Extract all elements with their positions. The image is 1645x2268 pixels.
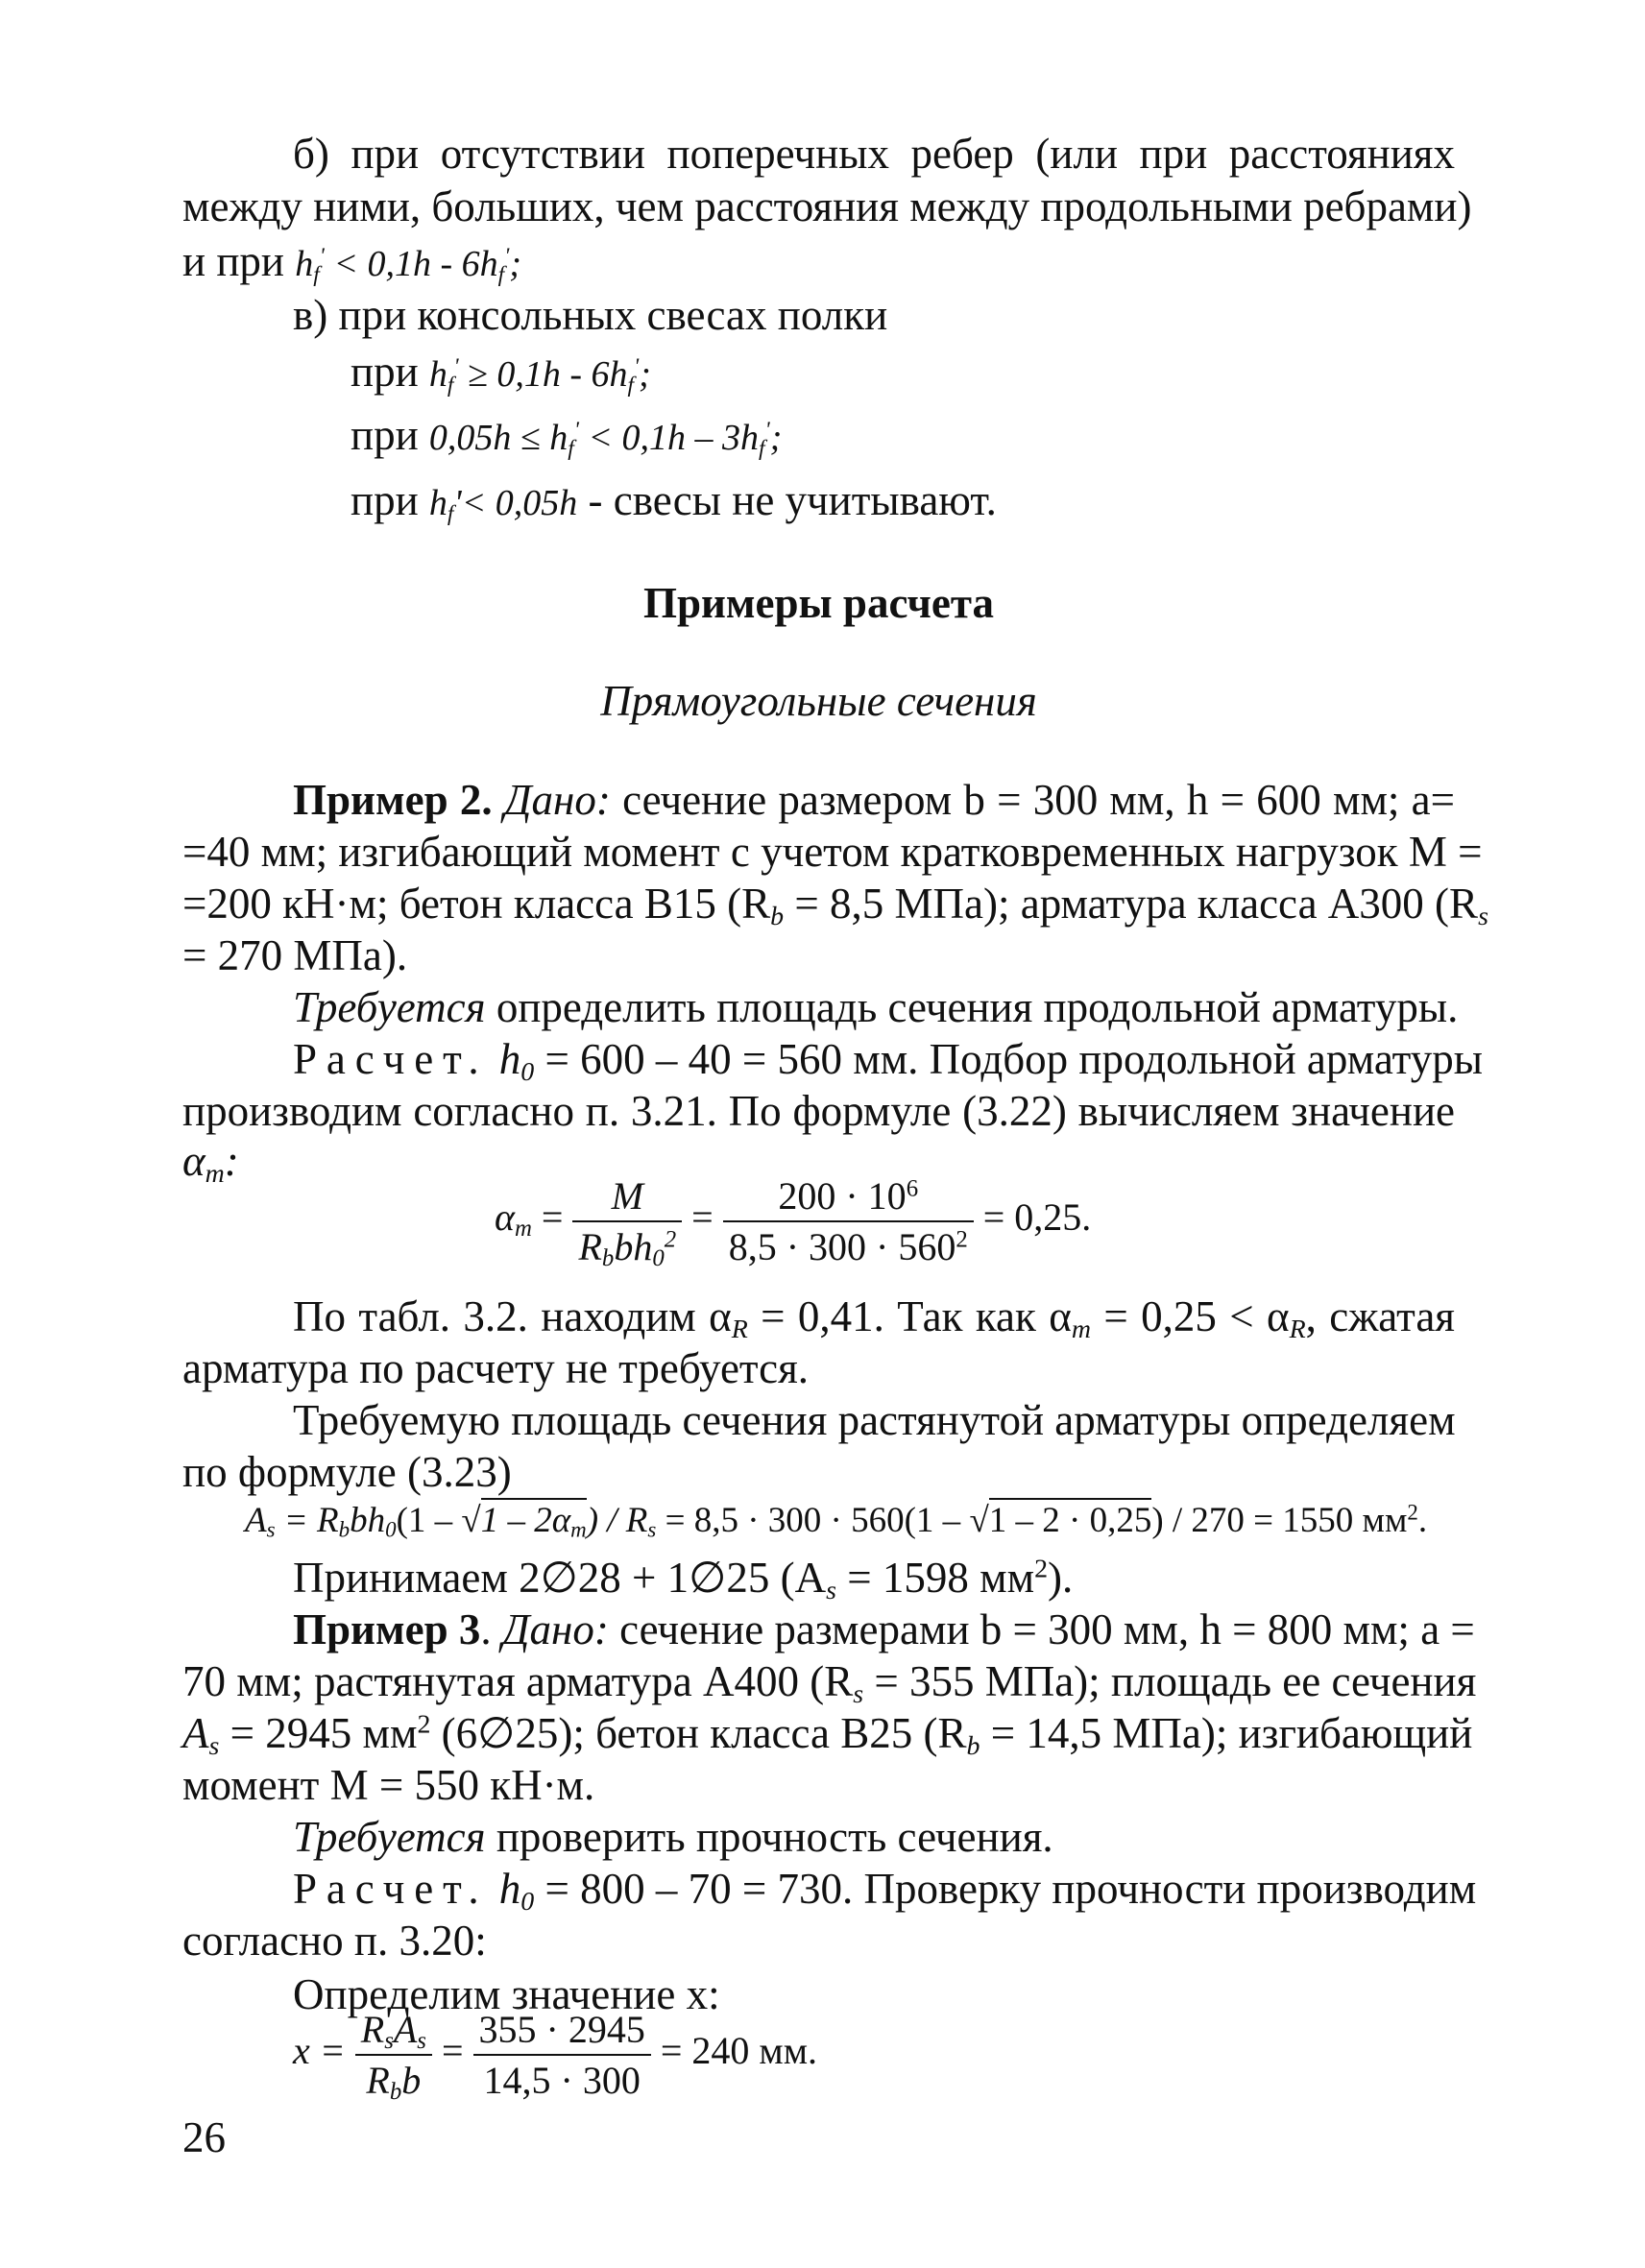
text-line: по формуле (3.23) [182, 1448, 512, 1496]
text-line: Расчет. $h_0 = 600 - 40 = 560$ мм. Подбор продольной арматуры [293, 1035, 1483, 1087]
text-line: $A_s = 2945$ $мм^2$ (6∅25); бетон класса В25 ($R_b = 14,5$ МПа); изгибающий [182, 1709, 1473, 1761]
formula-alpha-m: $\alpha_m$ = $\frac{M}{R_bbh_0^2}$ = $\frac{200 \cdot 10^6}{8,5 \cdot 300 \cdot 560^2}$ = 0,25. [495, 1174, 1092, 1272]
text-line: Пример 3. Дано: сечение размерами b = 300 мм, h = 800 мм; a = [293, 1605, 1475, 1653]
text-line: между ними, больших, чем расстояния между продольными ребрами) [182, 182, 1472, 230]
text-line: б) при отсутствии поперечных ребер (или при расстояниях [293, 130, 1455, 178]
text-line: производим согласно п. 3.21. По формуле (3.22) вычисляем значение [182, 1087, 1455, 1135]
page-number: 26 [182, 2113, 226, 2161]
text-line: согласно п. 3.20: [182, 1917, 487, 1965]
text-line: $\alpha_m$: [182, 1137, 239, 1189]
formula-x: x = $\frac{R_sA_s}{R_bb}$ = $\frac{355 \cdot 2945}{14,5 \cdot 300}$ = 240 мм. [293, 2008, 818, 2106]
text-line: Определим значение x: [293, 1970, 720, 2018]
text-line: Требуется проверить прочность сечения. [293, 1813, 1053, 1861]
formula-as: $A_s = R_bbh_0(1 - √1 - 2\alpha_m) / R_s = 8,5 \cdot 300 \cdot 560(1 - √1 - 2 \cdot 0,25) / 270 = 1550$ $мм^2$. [245, 1500, 1427, 1541]
text-line: при $h_f' \ge 0,1h - 6h_f'$; [351, 348, 651, 398]
text-line: 70 мм; растянутая арматура А400 ($R_s = 355$ МПа); площадь ее сечения [182, 1657, 1477, 1709]
text-line: при $h_f'< 0,05h$ - свесы не учитывают. [351, 476, 997, 526]
text-line: момент M = 550 кН·м. [182, 1761, 595, 1809]
text-line: По табл. 3.2. находим $\alpha_R = 0,41$. Так как $\alpha_m = 0,25 < \alpha_R$, сжатая [293, 1292, 1455, 1344]
text-line: в) при консольных свесах полки [293, 291, 888, 339]
text-line: и при $h_f' < 0,1h - 6h_f'$; [182, 237, 521, 287]
text-line: Пример 2. Дано: сечение размером b = 300 мм, h = 600 мм; a= [293, 776, 1456, 824]
text-line: арматура по расчету не требуется. [182, 1344, 810, 1392]
text-line: Требуемую площадь сечения растянутой арматуры определяем [293, 1396, 1456, 1444]
text-line: Требуется определить площадь сечения продольной арматуры. [293, 983, 1459, 1031]
text-line: =200 кН·м; бетон класса В15 ($R_b = 8,5$ МПа); арматура класса А300 ($R_s$ [182, 880, 1488, 931]
section-heading: Примеры расчета [642, 579, 995, 627]
text-line: = 270 МПа). [182, 931, 408, 979]
text-line: Принимаем 2∅28 + 1∅25 ($A_s = 1598$ $мм^2$). [293, 1554, 1074, 1605]
section-subheading: Прямоугольные сечения [600, 677, 1037, 725]
text-line: Расчет. $h_0 = 800 - 70 = 730$. Проверку прочности производим [293, 1865, 1477, 1917]
text-line: при $0,05h \le h_f' < 0,1h - 3h_f'$; [351, 411, 783, 461]
text-line: =40 мм; изгибающий момент с учетом кратковременных нагрузок M = [182, 828, 1483, 876]
